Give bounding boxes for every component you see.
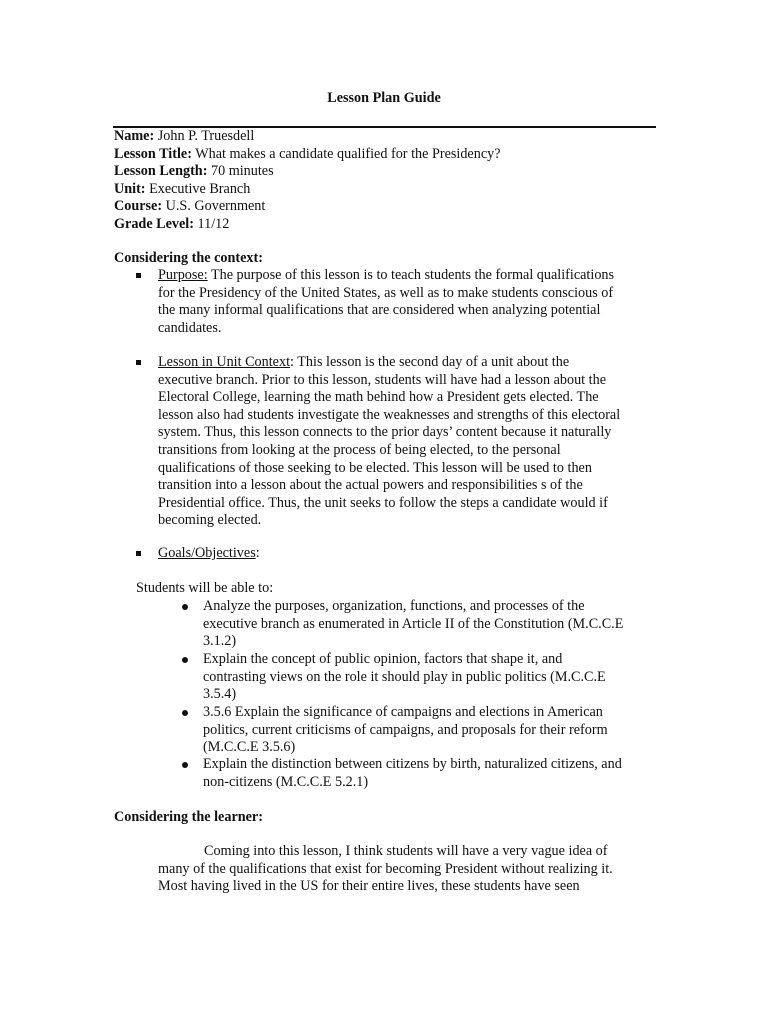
goals-bullet: Goals/Objectives: [132,545,652,563]
bullet-dot-icon [182,604,188,610]
square-bullet-icon [136,360,141,365]
square-bullet-icon [136,551,141,556]
info-course: Course: U.S. Government [114,198,266,215]
objective-item: Explain the distinction between citizens by birth, naturalized citizens, and non-citizens (M.C.C.E 5.2.1) [178,756,658,791]
lesson-info-block [114,128,674,234]
students-intro: Students will be able to: [136,580,274,596]
goals-label: Goals/Objectives [158,545,256,561]
purpose-text: Purpose: The purpose of this lesson is to teach students the formal qualifications for the Presidency of the United States, as well as to make students conscious of the many informal qualifications that are considered when analyzing potential candidates. [158,267,615,336]
bullet-dot-icon [182,657,188,663]
page-title: Lesson Plan Guide [327,90,441,106]
purpose-bullet [132,267,652,337]
learner-paragraph: Coming into this lesson, I think students will have a very vague idea of many of the qualifications that exist for becoming President without realizing it. Most having lived in the US for their entire lives, these students have seen [158,843,613,895]
info-grade-level: Grade Level: 11/12 [114,215,230,232]
objective-item: 3.5.6 Explain the significance of campaigns and elections in American politics, current criticisms of campaigns, and proposals for their reform (M.C.C.E 3.5.6) [178,704,658,757]
info-lesson-length: Lesson Length: 70 minutes [114,163,274,180]
bullet-dot-icon [182,762,188,768]
info-lesson-title: Lesson Title: What makes a candidate qualified for the Presidency? [114,145,501,162]
objective-item: Explain the concept of public opinion, factors that shape it, and contrasting views on the role it should play in public politics (M.C.C.E 3.5.4) [178,651,658,704]
learner-heading: Considering the learner: [114,809,263,825]
info-unit: Unit: Executive Branch [114,180,251,197]
context-heading: Considering the context: [114,250,263,266]
square-bullet-icon [136,273,141,278]
unit-context-bullet [132,354,652,530]
bullet-dot-icon [182,710,188,716]
objective-item: Analyze the purposes, organization, functions, and processes of the executive branch as enumerated in Article II of the Constitution (M.C.C.E 3.1.2) [178,598,658,651]
info-name: Name: John P. Truesdell [114,128,255,144]
unit-context-text: Lesson in Unit Context: This lesson is the second day of a unit about the executive branch. Prior to this lesson, students will have had a lesson about the Electoral College, learning the math behind how a President gets elected. The lesson also had students investigate the weaknesses and strengths of this electoral system. Thus, this lesson connects to the prior days’ content because it naturally transitions from looking at the process of being elected, to the personal qualifications of those seeking to be elected. This lesson will be used to then transition into a lesson about the actual powers and responsibilities s of the Presidential office. Thus, the unit seeks to follow the steps a candidate would if becoming elected. [158,354,621,529]
